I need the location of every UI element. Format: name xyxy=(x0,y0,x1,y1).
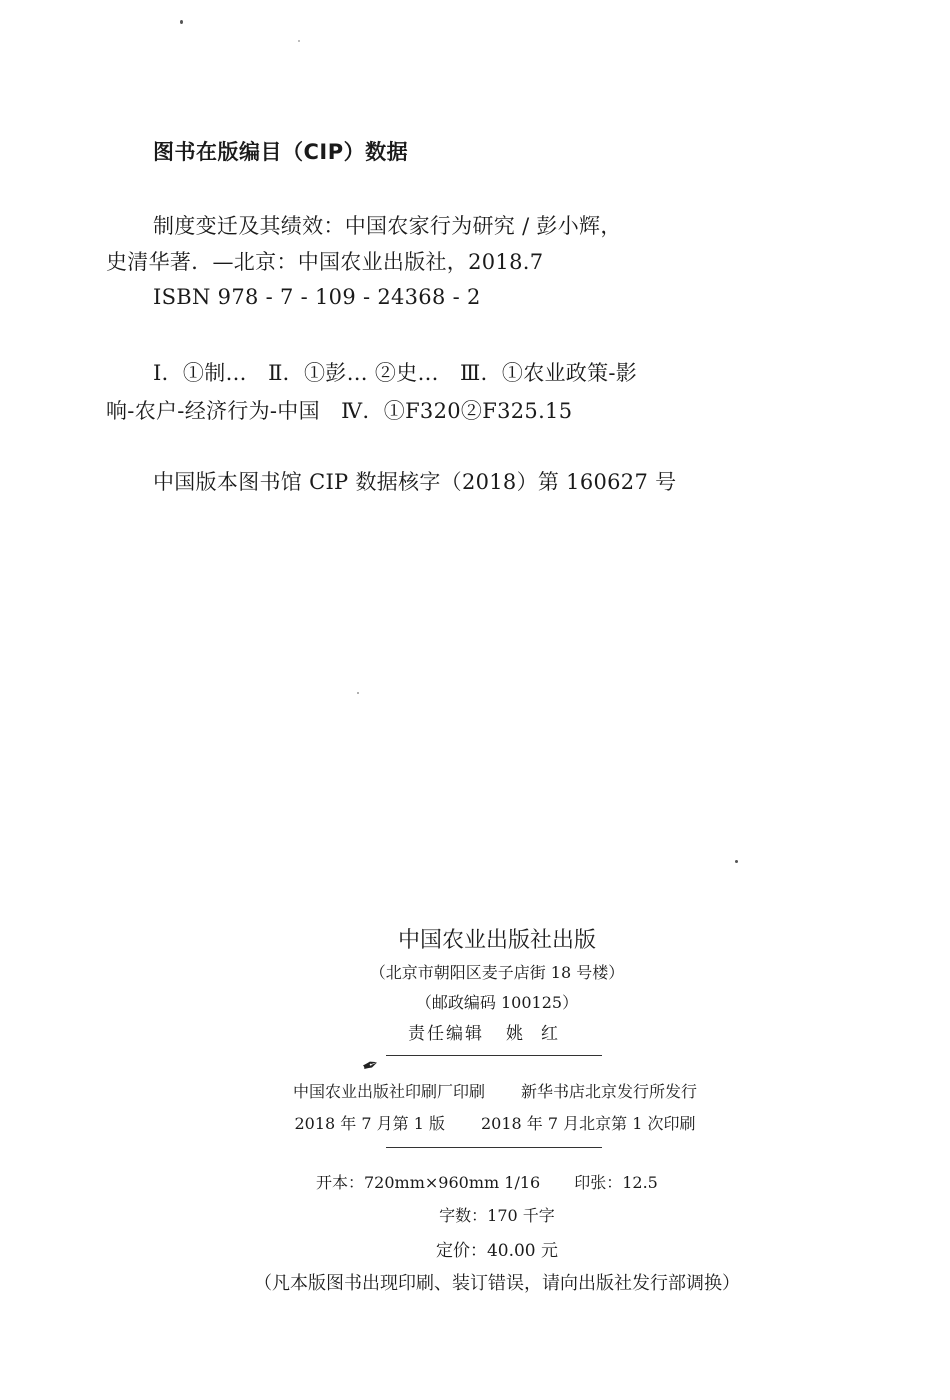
book-format: 开本：720mm×960mm 1/16 xyxy=(316,1173,541,1192)
printing-distribution-line xyxy=(0,1079,950,1102)
format-line xyxy=(316,1170,658,1193)
scan-speck xyxy=(180,20,183,24)
divider-bottom xyxy=(386,1147,602,1148)
scan-speck xyxy=(735,860,738,863)
word-count: 字数：170 千字 xyxy=(439,1206,555,1225)
replacement-notice: （凡本版图书出现印刷、装订错误，请向出版社发行部调换） xyxy=(254,1273,740,1294)
cip-record-number: 中国版本图书馆 CIP 数据核字（2018）第 160627 号 xyxy=(153,470,677,494)
publisher-name: 中国农业出版社出版 xyxy=(397,928,596,953)
editor-label: 责任编辑 xyxy=(408,1024,484,1044)
responsible-editor xyxy=(17,1019,950,1044)
divider-top xyxy=(386,1055,602,1056)
scan-speck xyxy=(357,692,359,694)
edition-line xyxy=(0,1111,950,1134)
edition: 2018 年 7 月第 1 版 xyxy=(294,1114,445,1133)
cip-subject-line: Ⅰ．①制… Ⅱ．①彭… ②史… Ⅲ．①农业政策-影 xyxy=(153,361,638,385)
editor-name: 姚红 xyxy=(506,1024,576,1044)
distributor: 新华书店北京发行所发行 xyxy=(521,1082,698,1101)
price: 定价：40.00 元 xyxy=(435,1241,559,1261)
publisher-postcode: （邮政编码 100125） xyxy=(415,993,579,1012)
cip-isbn-line: ISBN 978 - 7 - 109 - 24368 - 2 xyxy=(153,285,481,309)
quill-icon: ✒ xyxy=(358,1050,383,1080)
printing: 2018 年 7 月北京第 1 次印刷 xyxy=(481,1114,696,1133)
cip-title-line: 制度变迁及其绩效：中国农家行为研究 / 彭小辉， xyxy=(153,214,622,238)
cip-heading: 图书在版编目（CIP）数据 xyxy=(153,140,409,164)
cip-author-line: 史清华著．—北京：中国农业出版社，2018.7 xyxy=(106,250,544,274)
publisher-address: （北京市朝阳区麦子店街 18 号楼） xyxy=(369,963,625,982)
printed-sheets: 印张：12.5 xyxy=(574,1173,658,1192)
printer: 中国农业出版社印刷厂印刷 xyxy=(292,1082,485,1101)
cip-subject-line-continued: 响-农户-经济行为-中国 Ⅳ．①F320②F325.15 xyxy=(106,399,573,423)
scan-speck xyxy=(298,40,300,42)
